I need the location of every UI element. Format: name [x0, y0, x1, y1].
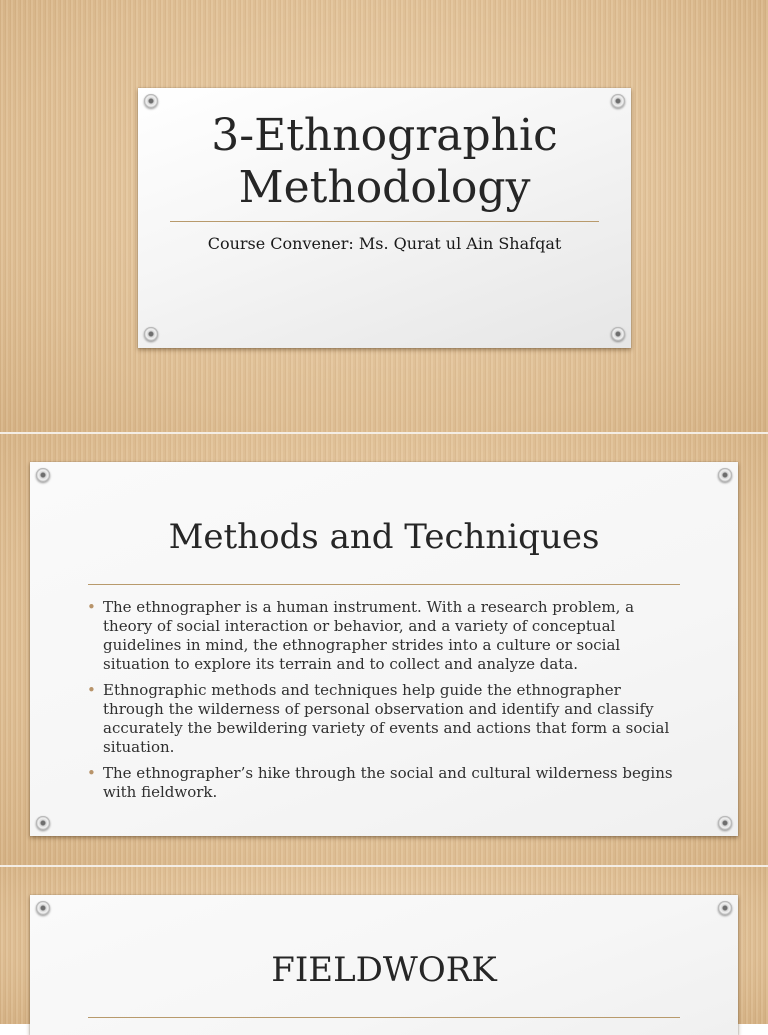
slide-2-bullet-list — [87, 598, 683, 809]
bullet-text: The ethnographer is a human instrument. With a research problem, a theory of social interaction or behavior, and a variety of conceptual guidelines in mind, the ethnographer strides into a culture or social situation to explore its terrain and to collect and analyze data. — [103, 598, 635, 673]
slide-1-title-line-1: 3-Ethnographic — [211, 110, 558, 161]
slide-3-divider — [88, 1017, 680, 1018]
slide-1-subtitle: Course Convener: Ms. Qurat ul Ain Shafqat — [207, 234, 562, 253]
slide-2-divider — [88, 584, 680, 585]
list-item — [87, 764, 683, 802]
bullet-dot-icon: • — [87, 764, 96, 782]
screw-icon — [718, 468, 732, 482]
slide-3-title-card — [30, 895, 738, 1035]
screw-icon — [718, 816, 732, 830]
screw-icon — [611, 327, 625, 341]
slide-2-content-card — [30, 462, 738, 836]
list-item — [87, 598, 683, 674]
bullet-dot-icon: • — [87, 681, 96, 699]
bullet-dot-icon: • — [87, 598, 96, 616]
screw-icon — [718, 901, 732, 915]
slide-1-divider — [170, 221, 599, 222]
screw-icon — [144, 327, 158, 341]
slide-3-title: FIELDWORK — [271, 950, 497, 990]
slide-2-title: Methods and Techniques — [168, 517, 600, 557]
screw-icon — [611, 94, 625, 108]
slide-1-title-line-2: Methodology — [238, 162, 531, 213]
slide-1-title — [138, 110, 631, 214]
screw-icon — [36, 816, 50, 830]
list-item — [87, 681, 683, 757]
screw-icon — [36, 901, 50, 915]
screw-icon — [36, 468, 50, 482]
screw-icon — [144, 94, 158, 108]
slide-1-title-card — [138, 88, 631, 348]
bullet-text: The ethnographer’s hike through the social and cultural wilderness begins with fieldwork. — [103, 764, 673, 801]
bullet-text: Ethnographic methods and techniques help guide the ethnographer through the wilderness of personal observation and identify and classify accurately the bewildering variety of events and actions that form a social situation. — [103, 681, 670, 756]
